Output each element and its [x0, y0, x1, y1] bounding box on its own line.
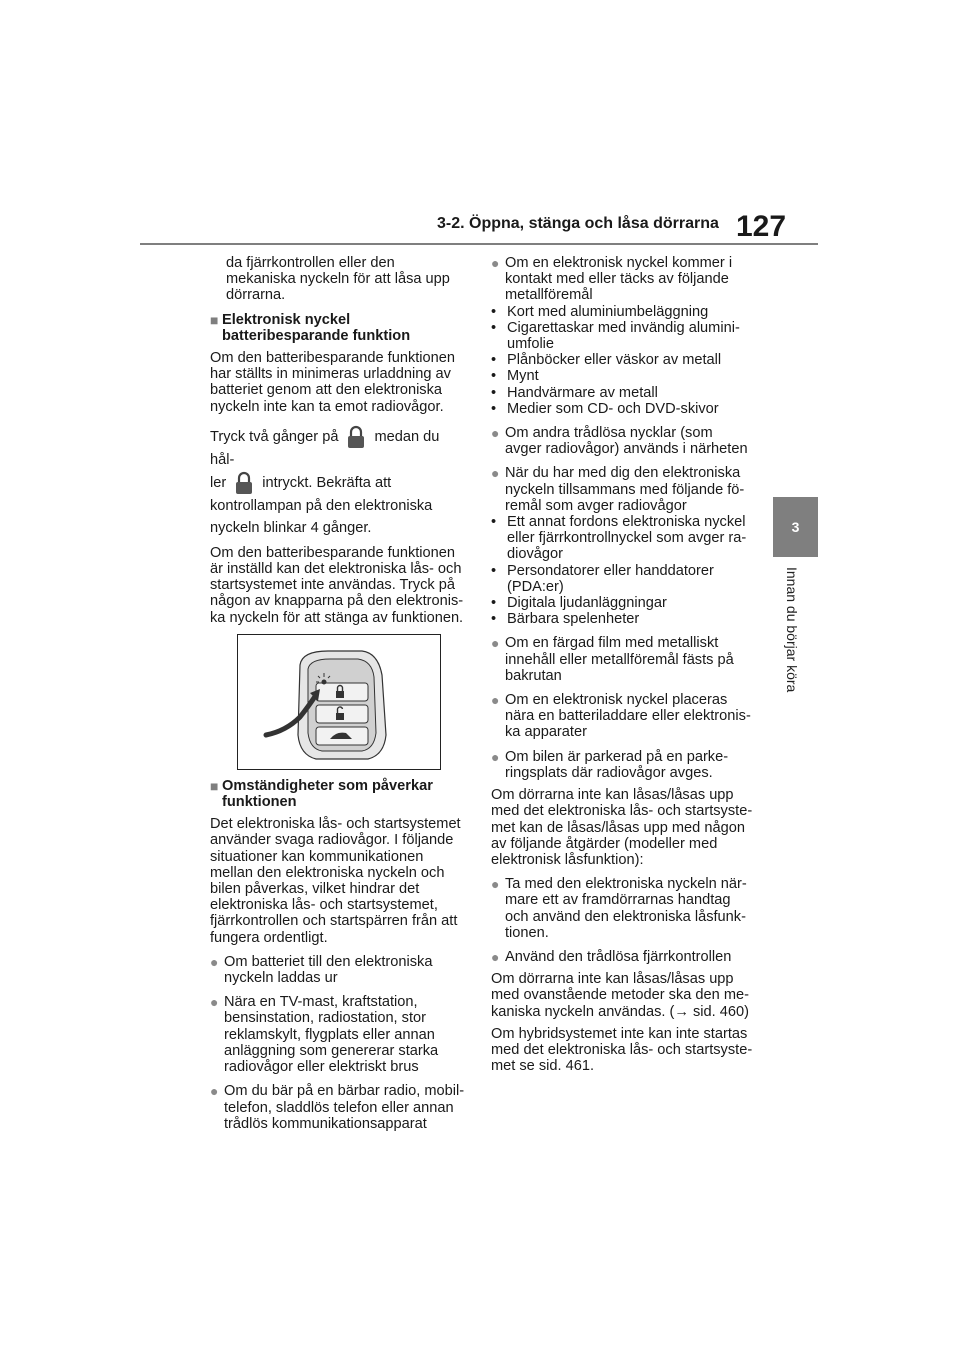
heading-text: Omständigheter som påverkar funktionen — [222, 777, 433, 811]
text: ler — [210, 474, 227, 491]
dash-marker: • — [491, 400, 497, 417]
sub-text: Bärbara spelenheter — [507, 611, 640, 628]
list-item — [491, 255, 753, 304]
sub-item — [491, 368, 753, 384]
sub-text: Handvärmare av metall — [507, 384, 658, 401]
sub-text: Persondatorer eller handdatorer (PDA:er) — [507, 562, 714, 595]
intro-text: da fjärrkontrollen eller den mekaniska nyckeln för att låsa upp dörrarna. — [226, 255, 450, 304]
list-item — [491, 749, 753, 781]
dot-marker: ● — [210, 953, 219, 970]
sub-text: Cigarettaskar med invändig aluminiumfolie — [507, 319, 740, 353]
dash-marker: • — [491, 562, 497, 579]
dot-marker: ● — [491, 692, 500, 709]
dot-marker: ● — [210, 1083, 219, 1100]
heading-circumstances — [210, 778, 466, 810]
paragraph: Om den batteribesparande funktionen är inställd kan det elektroniska lås- och startsystemet inte användas. Tryck på någon av knapparna på den elektroniska nyckeln för att stänga av funktionen. — [210, 544, 464, 626]
bullet-text: Om en elektronisk nyckel kommer i kontakt med eller täcks av följande metallföremål — [505, 255, 733, 304]
list-item — [210, 1083, 466, 1132]
page-number: 127 — [736, 210, 787, 243]
dot-marker: ● — [491, 465, 500, 482]
dot-marker: ● — [491, 255, 500, 271]
list-item — [491, 692, 753, 741]
dot-marker: ● — [491, 876, 500, 893]
bullet-text: Använd den trådlösa fjärrkontrollen — [505, 948, 732, 965]
paragraph-instruction — [210, 425, 466, 539]
paragraph-reference — [491, 971, 753, 1020]
sub-text: Digitala ljudanläggningar — [507, 595, 667, 612]
paragraph: Om dörrarna inte kan låsas/låsas upp med det elektroniska lås- och startsystemet kan de låsas/låsas upp med någon av följande åtgärder (modeller med elektronisk låsfunktion): — [491, 787, 753, 868]
dot-marker: ● — [491, 425, 500, 442]
sub-item — [491, 514, 753, 563]
lock-icon — [346, 425, 366, 449]
square-marker: ■ — [210, 777, 219, 794]
paragraph: Om hybridsystemet inte kan inte startas med det elektroniska lås- och startsystemet se sid. 461. — [491, 1025, 753, 1075]
sub-item — [491, 401, 753, 417]
square-marker: ■ — [210, 311, 219, 328]
list-item — [491, 635, 753, 684]
list-item — [210, 994, 466, 1075]
list-item — [491, 465, 753, 514]
dash-marker: • — [491, 352, 497, 369]
bullet-text: Om en elektronisk nyckel placeras nära en batteriladdare eller elektroniska apparater — [505, 692, 751, 741]
header-divider — [140, 243, 818, 245]
sub-item — [491, 320, 753, 352]
bullet-text: Om batteriet till den elektroniska nyckeln laddas ur — [224, 953, 433, 987]
sub-text: Kort med aluminiumbeläggning — [507, 303, 709, 320]
dash-marker: • — [491, 514, 497, 531]
bullet-text: När du har med dig den elektroniska nyckeln tillsammans med följande föremål som avger radiovågor — [505, 465, 745, 514]
text: intryckt. Bekräfta att kontrollampan på den elektroniska nyckeln blinkar 4 gånger. — [210, 474, 433, 536]
sub-item — [491, 611, 753, 627]
dot-marker: ● — [491, 748, 500, 765]
bullet-text: Om bilen är parkerad på en parkeringsplats där radiovågor avges. — [505, 748, 729, 781]
bullet-text: Om en färgad film med metalliskt innehåll eller metallföremål fästs på bakrutan — [505, 635, 734, 684]
sub-item — [491, 385, 753, 401]
dash-marker: • — [491, 611, 497, 628]
sub-item — [491, 595, 753, 611]
bullet-text: Nära en TV-mast, kraftstation, bensinstation, radiostation, stor reklamskylt, flygplats eller annan anläggning som genererar starka radiovågor eller elektriskt brus — [224, 994, 439, 1076]
text: Om dörrarna inte kan låsas/låsas upp med ovanstående metoder ska den mekaniska nyckeln användas. ( — [491, 971, 749, 1020]
page-reference: sid. 460) — [688, 1003, 749, 1020]
heading-text: Elektronisk nyckel batteribesparande funktion — [222, 311, 411, 344]
section-title: 3-2. Öppna, stänga och låsa dörrarna — [437, 215, 719, 232]
list-item — [210, 954, 466, 986]
dot-marker: ● — [491, 635, 500, 652]
bullet-text: Om andra trådlösa nycklar (som avger radiovågor) används i närheten — [505, 425, 748, 458]
sub-text: Ett annat fordons elektroniska nyckel eller fjärrkontrollnyckel som avger radiovågor — [507, 514, 747, 563]
sub-text: Plånböcker eller väskor av metall — [507, 352, 722, 369]
dot-marker: ● — [491, 948, 500, 965]
sub-text: Mynt — [507, 368, 539, 385]
right-column — [491, 255, 753, 1074]
list-item — [491, 425, 753, 457]
dash-marker: • — [491, 368, 497, 385]
sub-item — [491, 352, 753, 368]
chapter-tab: 3 — [773, 497, 818, 557]
chapter-label: Innan du börjar köra — [784, 567, 800, 693]
dash-marker: • — [491, 319, 497, 336]
text: Tryck två gånger på — [210, 428, 339, 445]
paragraph: Det elektroniska lås- och startsystemet använder svaga radiovågor. I följande situationer kan kommunikationen mellan den elektroniska nyckeln och bilen påverkas, vilket hindrar det elektroniska lås- och startsystemet, fjärrkontrollen och startspärren från att fungera ordentligt. — [210, 816, 461, 946]
sub-item — [491, 304, 753, 320]
list-item — [491, 949, 753, 965]
arrow-icon: → — [674, 1003, 689, 1020]
paragraph: Om den batteribesparande funktionen har ställts in minimeras urladdning av batteriet genom att den elektroniska nyckeln inte kan ta emot radiovågor. — [210, 350, 456, 415]
left-column — [210, 255, 466, 1132]
sub-item — [491, 563, 753, 595]
dash-marker: • — [491, 595, 497, 612]
bullet-text: Ta med den elektroniska nyckeln närmare ett av framdörrarnas handtag och använd den elektroniska låsfunktionen. — [505, 876, 747, 941]
dash-marker: • — [491, 384, 497, 401]
heading-battery-saving — [210, 312, 466, 344]
text: medan du hål- — [210, 428, 440, 468]
dot-marker: ● — [210, 994, 219, 1011]
list-item — [491, 876, 753, 941]
dash-marker: • — [491, 303, 497, 320]
sub-text: Medier som CD- och DVD-skivor — [507, 400, 719, 417]
key-fob-illustration — [237, 634, 441, 770]
bullet-text: Om du bär på en bärbar radio, mobiltelefon, sladdlös telefon eller annan trådlös kommunikationsapparat — [224, 1083, 465, 1132]
lock-icon — [234, 471, 254, 495]
